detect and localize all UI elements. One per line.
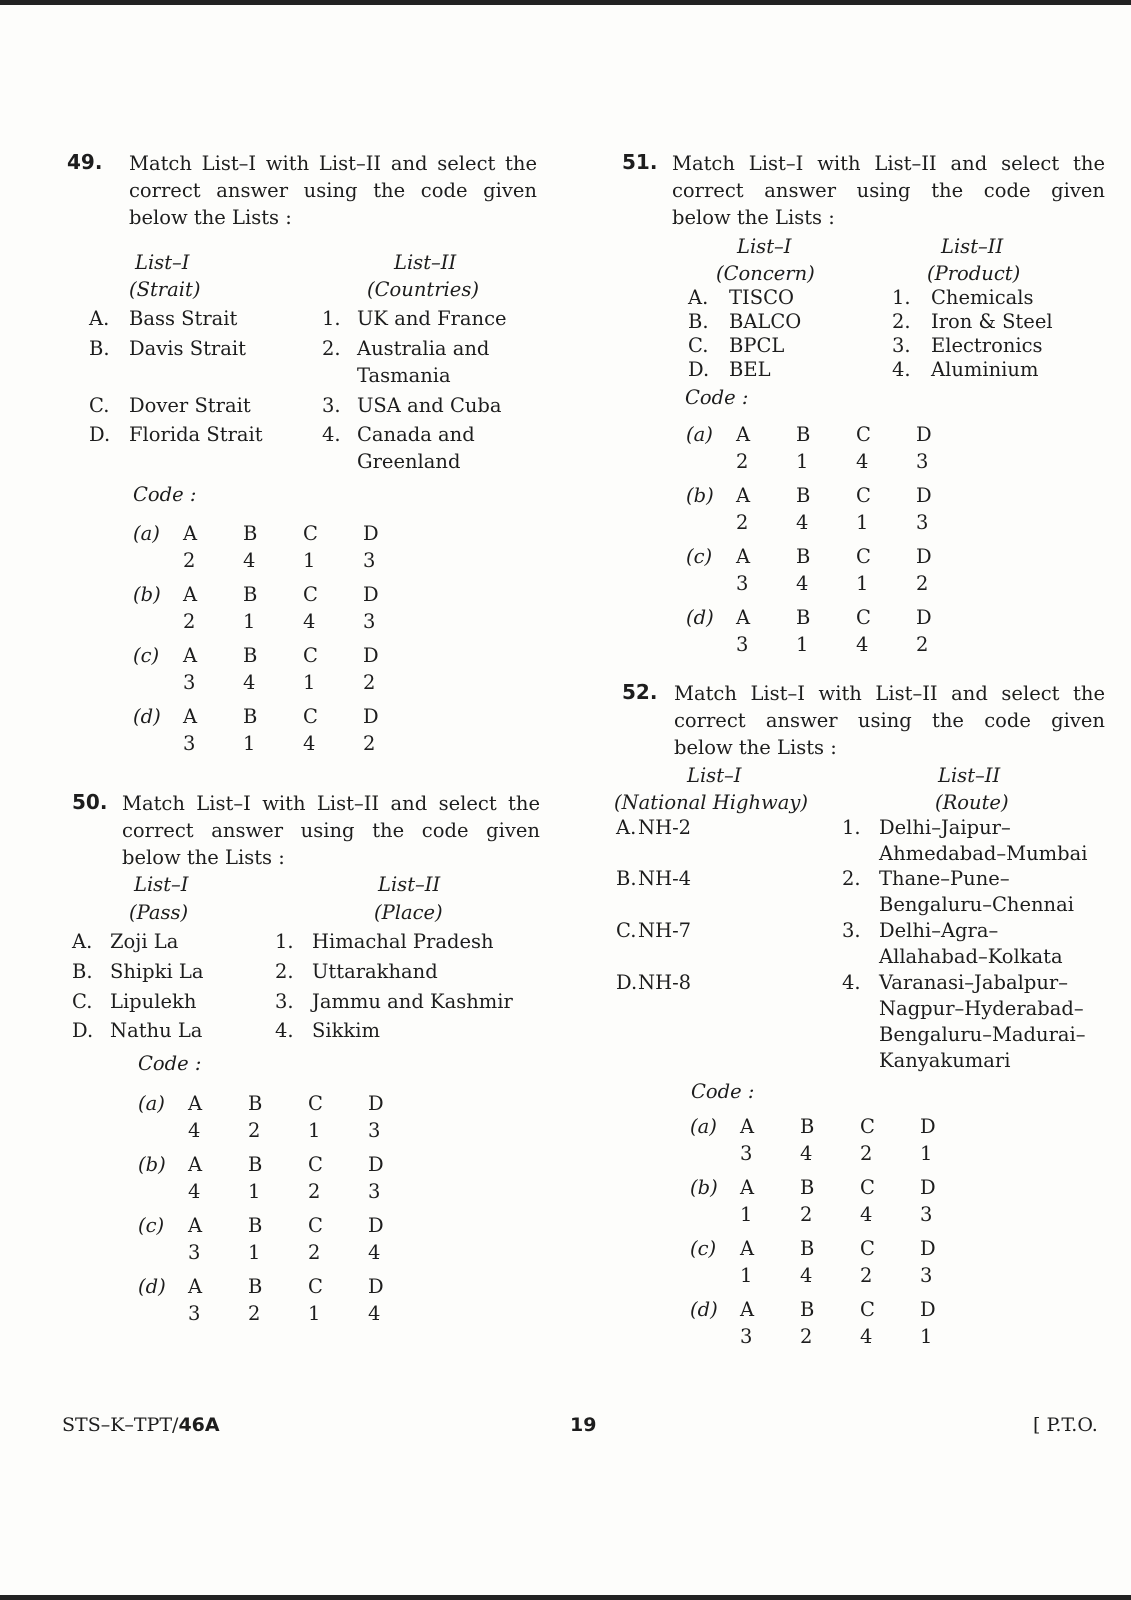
list2-key: 2. — [322, 337, 341, 360]
stem-line: correct answer using the code given — [674, 709, 1105, 732]
stem-line: correct answer using the code given — [122, 819, 540, 842]
list1-subtitle: (Pass) — [129, 901, 189, 924]
stem-line: below the Lists : — [672, 206, 835, 229]
option-value: 2 — [800, 1203, 813, 1226]
list1-key: C. — [688, 334, 709, 357]
list1-key: C. — [89, 394, 110, 417]
option-letter: A — [183, 583, 198, 606]
option-value: 4 — [303, 610, 316, 633]
page-number — [570, 1414, 596, 1436]
list2-title: List–II — [378, 873, 441, 896]
option-value: 4 — [303, 732, 316, 755]
list2-subtitle: (Place) — [374, 901, 443, 924]
list1-item: Davis Strait — [129, 337, 246, 360]
option-letter: B — [796, 606, 811, 629]
option-letter: A — [183, 522, 198, 545]
option-label: (b) — [138, 1153, 166, 1176]
list1-item: Shipki La — [110, 960, 204, 983]
stem-line: below the Lists : — [122, 846, 285, 869]
list1-key: C. — [616, 919, 637, 942]
question-50 — [72, 790, 552, 1350]
option-label: (d) — [138, 1275, 166, 1298]
option-letter: B — [243, 522, 258, 545]
list2-item: Electronics — [931, 334, 1043, 357]
option-letter: A — [188, 1275, 203, 1298]
list1-item: NH-8 — [638, 971, 692, 994]
option-letter: B — [243, 583, 258, 606]
option-letter: C — [303, 583, 318, 606]
option-letter: C — [303, 705, 318, 728]
list1-key: B. — [72, 960, 93, 983]
option-label: (d) — [133, 705, 161, 728]
list2-title: List–II — [941, 235, 1004, 258]
list1-item: TISCO — [729, 286, 794, 309]
stem-line: Match List–I with List–II and select the — [122, 792, 540, 815]
list2-key: 1. — [275, 930, 294, 953]
list2-item: Jammu and Kashmir — [312, 990, 513, 1013]
option-letter: C — [860, 1298, 875, 1321]
option-value: 2 — [248, 1119, 261, 1142]
list2-key: 4. — [842, 971, 861, 994]
option-value: 2 — [183, 610, 196, 633]
list1-subtitle: (National Highway) — [614, 791, 808, 814]
list2-item-cont: Bengaluru–Madurai– — [879, 1023, 1086, 1046]
option-value: 3 — [740, 1142, 753, 1165]
option-value: 3 — [916, 511, 929, 534]
option-value: 1 — [856, 572, 869, 595]
option-value: 4 — [243, 549, 256, 572]
list1-item: NH-7 — [638, 919, 692, 942]
option-value: 1 — [740, 1264, 753, 1287]
option-value: 2 — [308, 1241, 321, 1264]
list1-key: A. — [72, 930, 93, 953]
option-value: 3 — [740, 1325, 753, 1348]
option-letter: C — [856, 423, 871, 446]
list1-key: D. — [688, 358, 710, 381]
option-value: 3 — [736, 572, 749, 595]
list1-item: Dover Strait — [129, 394, 251, 417]
option-value: 3 — [736, 633, 749, 656]
option-value: 1 — [308, 1302, 321, 1325]
option-letter: D — [920, 1237, 936, 1260]
list1-key: B. — [616, 867, 637, 890]
option-value: 2 — [860, 1264, 873, 1287]
option-letter: D — [920, 1115, 936, 1138]
page-number-value: 19 — [570, 1414, 597, 1436]
option-letter: A — [188, 1153, 203, 1176]
option-value: 3 — [183, 671, 196, 694]
option-value: 1 — [856, 511, 869, 534]
question-number: 50. — [72, 790, 108, 814]
option-value: 1 — [303, 671, 316, 694]
option-value: 4 — [860, 1325, 873, 1348]
option-label: (b) — [686, 484, 714, 507]
list2-subtitle: (Product) — [927, 262, 1021, 285]
list2-item: Thane–Pune– — [879, 867, 1010, 890]
list2-item: Delhi–Agra– — [879, 919, 999, 942]
option-letter: A — [740, 1298, 755, 1321]
option-value: 3 — [368, 1180, 381, 1203]
list1-key: C. — [72, 990, 93, 1013]
stem-line: Match List–I with List–II and select the — [672, 152, 1105, 175]
option-value: 1 — [308, 1119, 321, 1142]
option-letter: D — [368, 1092, 384, 1115]
option-letter: C — [860, 1176, 875, 1199]
option-value: 4 — [800, 1264, 813, 1287]
option-label: (a) — [133, 522, 160, 545]
option-letter: C — [308, 1214, 323, 1237]
code-label: Code : — [133, 483, 197, 506]
list1-subtitle: (Concern) — [716, 262, 815, 285]
list2-item: Sikkim — [312, 1019, 380, 1042]
option-letter: D — [916, 545, 932, 568]
list2-key: 1. — [892, 286, 911, 309]
option-label: (d) — [690, 1298, 718, 1321]
option-letter: D — [363, 583, 379, 606]
option-letter: A — [740, 1176, 755, 1199]
list1-key: A. — [616, 816, 637, 839]
option-value: 4 — [856, 633, 869, 656]
code-label: Code : — [691, 1080, 755, 1103]
list2-key: 4. — [275, 1019, 294, 1042]
option-value: 1 — [740, 1203, 753, 1226]
option-value: 4 — [796, 511, 809, 534]
stem-line: below the Lists : — [674, 736, 837, 759]
option-value: 2 — [860, 1142, 873, 1165]
option-letter: C — [308, 1153, 323, 1176]
question-stem — [129, 150, 537, 231]
question-51 — [622, 150, 1107, 670]
list2-item: Canada and — [357, 423, 475, 446]
option-value: 4 — [856, 450, 869, 473]
option-value: 4 — [368, 1241, 381, 1264]
option-value: 1 — [243, 732, 256, 755]
option-value: 2 — [800, 1325, 813, 1348]
scan-bottom-edge — [0, 1595, 1131, 1600]
list2-key: 3. — [892, 334, 911, 357]
list1-key: D. — [616, 971, 638, 994]
option-letter: D — [916, 423, 932, 446]
list2-item-cont: Nagpur–Hyderabad– — [879, 997, 1084, 1020]
list1-key: B. — [688, 310, 709, 333]
option-value: 2 — [736, 450, 749, 473]
option-value: 1 — [796, 633, 809, 656]
option-value: 1 — [303, 549, 316, 572]
option-value: 4 — [188, 1119, 201, 1142]
list2-key: 2. — [842, 867, 861, 890]
option-letter: B — [800, 1115, 815, 1138]
scan-top-edge — [0, 0, 1131, 5]
option-value: 2 — [916, 633, 929, 656]
option-letter: A — [188, 1214, 203, 1237]
list2-item: Delhi–Jaipur– — [879, 816, 1011, 839]
option-value: 1 — [248, 1241, 261, 1264]
stem-line: below the Lists : — [129, 206, 292, 229]
list1-item: Lipulekh — [110, 990, 197, 1013]
list1-item: Zoji La — [110, 930, 179, 953]
option-letter: B — [248, 1153, 263, 1176]
list1-key: D. — [72, 1019, 94, 1042]
option-letter: B — [800, 1298, 815, 1321]
list2-item-cont: Tasmania — [357, 364, 451, 387]
code-label: Code : — [685, 386, 749, 409]
option-label: (a) — [686, 423, 713, 446]
option-letter: B — [248, 1092, 263, 1115]
list2-key: 1. — [322, 307, 341, 330]
stem-line: Match List–I with List–II and select the — [129, 152, 537, 175]
option-value: 3 — [368, 1119, 381, 1142]
list1-subtitle: (Strait) — [129, 278, 201, 301]
option-letter: D — [363, 705, 379, 728]
option-letter: D — [363, 522, 379, 545]
option-value: 1 — [796, 450, 809, 473]
option-label: (a) — [138, 1092, 165, 1115]
list2-item: Australia and — [357, 337, 490, 360]
question-49 — [67, 150, 547, 760]
option-value: 2 — [363, 671, 376, 694]
option-value: 1 — [920, 1142, 933, 1165]
option-value: 3 — [363, 549, 376, 572]
option-value: 3 — [183, 732, 196, 755]
option-value: 3 — [920, 1203, 933, 1226]
option-value: 2 — [248, 1302, 261, 1325]
option-letter: C — [856, 484, 871, 507]
option-label: (a) — [690, 1115, 717, 1138]
option-letter: B — [796, 423, 811, 446]
list2-item: Varanasi–Jabalpur– — [879, 971, 1068, 994]
paper-code-suffix: 46A — [178, 1414, 220, 1436]
list2-key: 4. — [322, 423, 341, 446]
option-letter: A — [736, 484, 751, 507]
option-value: 4 — [860, 1203, 873, 1226]
option-value: 2 — [736, 511, 749, 534]
option-letter: C — [303, 644, 318, 667]
list2-key: 2. — [275, 960, 294, 983]
stem-line: Match List–I with List–II and select the — [674, 682, 1105, 705]
option-letter: B — [243, 705, 258, 728]
stem-line: correct answer using the code given — [129, 179, 537, 202]
list1-key: A. — [688, 286, 709, 309]
option-letter: D — [920, 1176, 936, 1199]
list1-item: BEL — [729, 358, 771, 381]
list2-item: USA and Cuba — [357, 394, 502, 417]
option-value: 2 — [183, 549, 196, 572]
option-value: 3 — [188, 1302, 201, 1325]
option-value: 3 — [916, 450, 929, 473]
option-value: 2 — [308, 1180, 321, 1203]
list1-item: NH-4 — [638, 867, 692, 890]
footer-code — [62, 1414, 220, 1436]
option-value: 1 — [248, 1180, 261, 1203]
option-letter: C — [856, 606, 871, 629]
option-letter: D — [368, 1214, 384, 1237]
option-letter: D — [368, 1153, 384, 1176]
list2-key: 3. — [322, 394, 341, 417]
option-letter: A — [188, 1092, 203, 1115]
option-value: 4 — [188, 1180, 201, 1203]
option-letter: B — [800, 1237, 815, 1260]
list2-item: Iron & Steel — [931, 310, 1053, 333]
list2-key: 2. — [892, 310, 911, 333]
option-letter: C — [860, 1115, 875, 1138]
list1-key: B. — [89, 337, 110, 360]
option-letter: D — [368, 1275, 384, 1298]
option-letter: D — [916, 484, 932, 507]
option-letter: D — [916, 606, 932, 629]
code-label: Code : — [138, 1052, 202, 1075]
option-label: (b) — [133, 583, 161, 606]
list2-item: Aluminium — [931, 358, 1039, 381]
option-letter: B — [800, 1176, 815, 1199]
option-letter: A — [736, 423, 751, 446]
list1-item: NH-2 — [638, 816, 692, 839]
option-value: 1 — [920, 1325, 933, 1348]
option-label: (b) — [690, 1176, 718, 1199]
option-letter: C — [308, 1092, 323, 1115]
option-letter: C — [303, 522, 318, 545]
option-value: 2 — [916, 572, 929, 595]
list2-item-cont: Allahabad–Kolkata — [879, 945, 1063, 968]
option-letter: B — [248, 1214, 263, 1237]
list1-title: List–I — [135, 251, 190, 274]
option-letter: B — [243, 644, 258, 667]
list2-key: 3. — [275, 990, 294, 1013]
question-stem — [674, 680, 1105, 761]
list1-item: Nathu La — [110, 1019, 203, 1042]
option-value: 3 — [363, 610, 376, 633]
list2-item: Uttarakhand — [312, 960, 438, 983]
option-letter: B — [796, 545, 811, 568]
list2-subtitle: (Countries) — [367, 278, 479, 301]
option-letter: A — [736, 545, 751, 568]
list2-title: List–II — [394, 251, 457, 274]
option-value: 3 — [188, 1241, 201, 1264]
option-value: 4 — [368, 1302, 381, 1325]
option-letter: A — [736, 606, 751, 629]
option-label: (d) — [686, 606, 714, 629]
option-value: 2 — [363, 732, 376, 755]
stem-line: correct answer using the code given — [672, 179, 1105, 202]
question-number: 51. — [622, 150, 658, 174]
option-letter: A — [740, 1237, 755, 1260]
option-letter: D — [920, 1298, 936, 1321]
option-value: 1 — [243, 610, 256, 633]
pto-marker: [ P.T.O. — [1033, 1414, 1098, 1436]
option-label: (c) — [686, 545, 713, 568]
list2-item-cont: Greenland — [357, 450, 461, 473]
list2-item: Chemicals — [931, 286, 1034, 309]
list1-key: D. — [89, 423, 111, 446]
option-letter: B — [796, 484, 811, 507]
option-letter: C — [856, 545, 871, 568]
option-letter: A — [183, 705, 198, 728]
list2-item-cont: Bengaluru–Chennai — [879, 893, 1074, 916]
list1-title: List–I — [737, 235, 792, 258]
question-52 — [614, 680, 1107, 1360]
option-value: 4 — [243, 671, 256, 694]
list2-key: 4. — [892, 358, 911, 381]
question-number: 52. — [622, 680, 658, 704]
option-value: 4 — [800, 1142, 813, 1165]
option-label: (c) — [690, 1237, 717, 1260]
list2-item-cont: Kanyakumari — [879, 1049, 1011, 1072]
list2-subtitle: (Route) — [935, 791, 1009, 814]
list1-key: A. — [89, 307, 110, 330]
option-letter: A — [740, 1115, 755, 1138]
paper-code-prefix: STS–K–TPT/ — [62, 1414, 179, 1436]
option-label: (c) — [138, 1214, 165, 1237]
option-label: (c) — [133, 644, 160, 667]
question-stem — [672, 150, 1105, 231]
list2-item: Himachal Pradesh — [312, 930, 494, 953]
question-stem — [122, 790, 540, 871]
option-letter: B — [248, 1275, 263, 1298]
list2-item: UK and France — [357, 307, 507, 330]
list1-item: Bass Strait — [129, 307, 238, 330]
list2-item-cont: Ahmedabad–Mumbai — [879, 842, 1088, 865]
question-number: 49. — [67, 150, 103, 174]
option-letter: D — [363, 644, 379, 667]
option-value: 3 — [920, 1264, 933, 1287]
option-letter: C — [860, 1237, 875, 1260]
list1-item: BALCO — [729, 310, 802, 333]
option-letter: A — [183, 644, 198, 667]
list2-key: 3. — [842, 919, 861, 942]
list2-title: List–II — [938, 764, 1001, 787]
list1-title: List–I — [687, 764, 742, 787]
list1-item: Florida Strait — [129, 423, 263, 446]
list2-key: 1. — [842, 816, 861, 839]
list1-title: List–I — [134, 873, 189, 896]
option-value: 4 — [796, 572, 809, 595]
option-letter: C — [308, 1275, 323, 1298]
list1-item: BPCL — [729, 334, 785, 357]
